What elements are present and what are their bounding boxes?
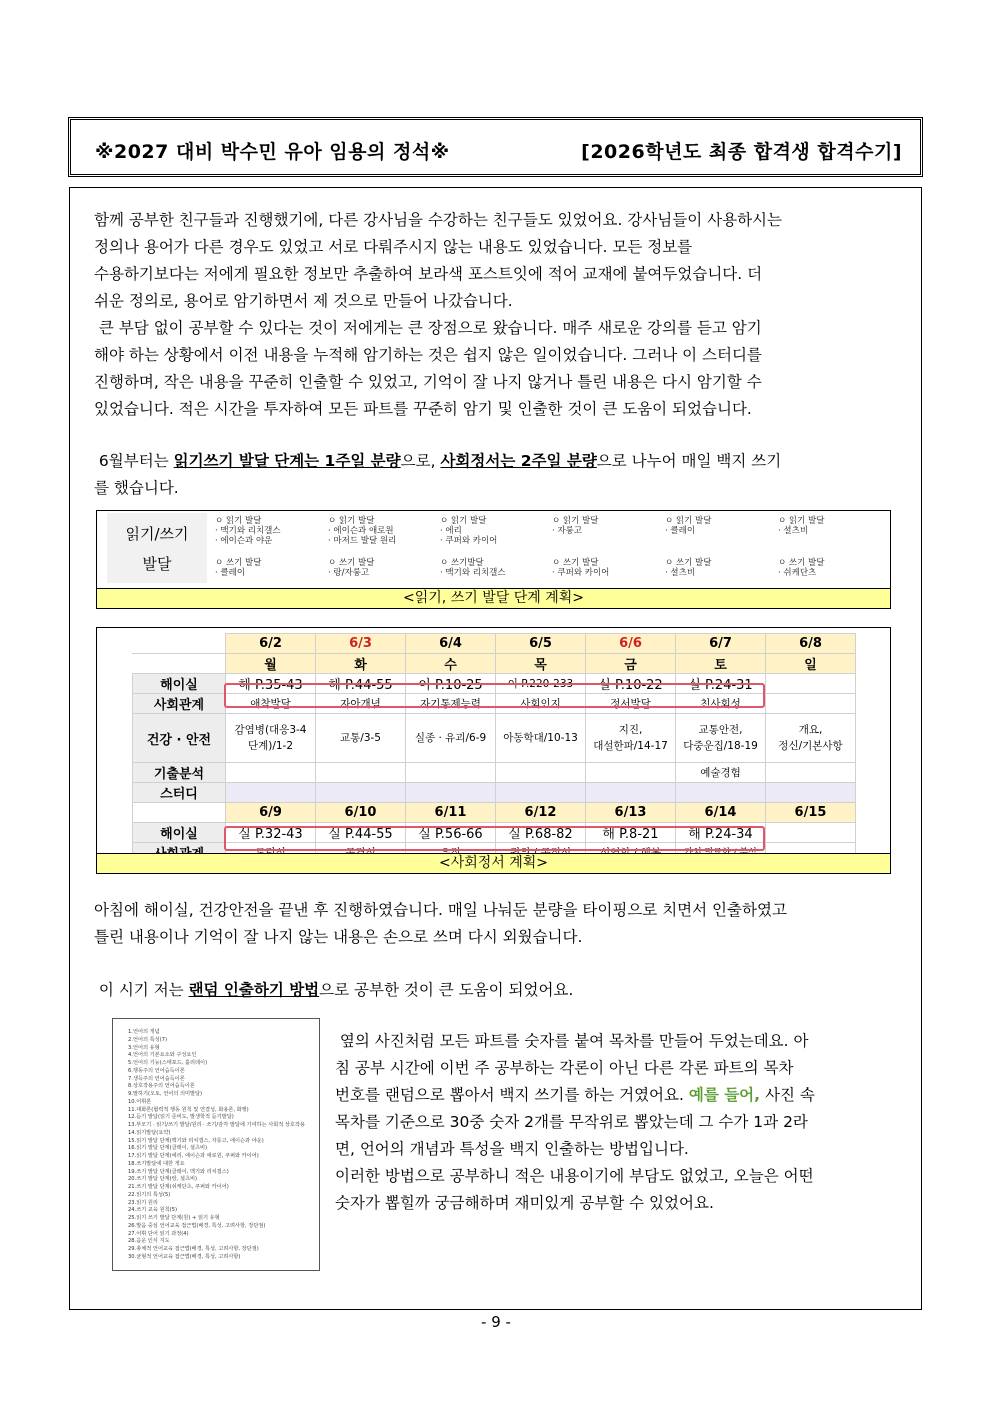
text-line: 쉬운 정의로, 용어로 암기하면서 제 것으로 만들어 나갔습니다.: [94, 292, 513, 310]
figure-caption: <읽기, 쓰기 발달 단계 계획>: [97, 588, 890, 608]
header-title: ※2027 대비 박수민 유아 임용의 정석※: [95, 141, 450, 163]
toc-item: 6.행동주의 언어습득이론: [128, 1067, 185, 1074]
text-line: 진행하며, 작은 내용을 꾸준히 인출할 수 있었고, 기억이 잘 나지 않거나 틀린 내용은 다시 암기할 수: [94, 373, 762, 391]
date-row: 6/2 6/3 6/4 6/5 6/6 6/7 6/8: [133, 634, 856, 654]
text-line: 이 시기 저는 랜덤 인출하기 방법으로 공부한 것이 큰 도움이 되었어요.: [94, 981, 574, 999]
text-line: 번호를 랜덤으로 뽑아서 백지 쓰기를 하는 거였어요. 예를 들어, 사진 속: [335, 1086, 815, 1104]
text-line: 수용하기보다는 저에게 필요한 정보만 추출하여 보라색 포스트잇에 적어 교재에 붙여두었습니다. 더: [94, 265, 763, 283]
social-emotional-schedule-figure: [96, 627, 891, 874]
toc-item: 26.발음 중심 언어교육 접근법(배경, 특성, 고려사항, 장단점): [128, 1222, 266, 1229]
highlight-box: [224, 683, 765, 708]
weekday-row: 월 화 수 목 금 토 일: [133, 654, 856, 674]
text-line: 해야 하는 상황에서 이전 내용을 누적해 암기하는 것은 쉽지 않은 일이었습니다. 그러나 이 스터디를: [94, 346, 762, 364]
toc-item: 2.언어의 특성(7): [128, 1036, 168, 1043]
text-line: 큰 부담 없이 공부할 수 있다는 것이 저에게는 큰 장점으로 왔습니다. 매주 새로운 강의를 듣고 암기: [94, 319, 762, 337]
haei-row: 해이실 해 P.35-43 해 P.44-55 이 P.10-25 이 P.220-233 실 P.10-22 실 P.24-31: [133, 674, 856, 694]
text-line: 이러한 방법으로 공부하니 적은 내용이기에 부담도 없었고, 오늘은 어떤: [335, 1167, 814, 1185]
reading-writing-plan-figure: [96, 510, 891, 609]
text-line: 숫자가 뽑힐까 궁금해하며 재미있게 공부할 수 있었어요.: [335, 1194, 714, 1212]
toc-item: 24.쓰기 교육 원칙(5): [128, 1207, 177, 1214]
text-line: 아침에 해이실, 건강안전을 끝낸 후 진행하였습니다. 매일 나눠둔 분량을 타이핑으로 치면서 인출하였고: [94, 901, 787, 919]
toc-item: 7.생득주의 언어습득이론: [128, 1075, 185, 1082]
header-box: [68, 117, 923, 177]
text-line: 목차를 기준으로 30중 숫자 2개를 무작위로 뽑았는데 그 수가 1과 2라: [335, 1113, 808, 1131]
plan-column: ㅇ 읽기 발달 · 자룽고 ㅇ 쓰기 발달 · 쿠퍼와 카이어: [552, 516, 610, 578]
plan-column: ㅇ 읽기 발달 · 에이슨과 애로원 · 마저드 발달 원리 ㅇ 쓰기 발달 · 랑/자룽고: [328, 516, 397, 578]
toc-item: 21.쓰기 발달 단계(쉬케단츠, 쿠퍼와 카이어): [128, 1184, 229, 1190]
health-row: 건강 · 안전 감염병(대응3-4 단계)/1-2 교통/3-5 실종 · 유괴/6-9 아동학대/10-13 지진, 대설한파/14-17 교통안전, 다중운집/18-19 개요, 정신/기본사항: [133, 714, 856, 763]
text-line: 옆의 사진처럼 모든 파트를 숫자를 붙여 목차를 만들어 두었는데요. 아: [335, 1032, 809, 1050]
table-of-contents-photo: [112, 1018, 320, 1271]
text-line: 를 했습니다.: [94, 479, 179, 497]
toc-item: 11.대화론(협력적 행동 원칙 및 연결성, 화용론, 화행): [128, 1106, 249, 1113]
toc-item: 29.총체적 언어교육 접근법(배경, 특성, 고려사항, 장단점): [128, 1246, 259, 1252]
toc-item: 19.쓰기 발달 단계(클레이, 맥기와 리치갤스): [128, 1168, 229, 1175]
toc-item: 27.어휘 단어 읽기 과정(4): [128, 1230, 189, 1237]
toc-item: 15.읽기 발달 단계(맥기와 리치갤스, 자룽고, 에이슨과 야운): [128, 1137, 264, 1144]
study-row: 스터디: [133, 783, 856, 803]
example-highlight: 예를 들어,: [688, 1086, 761, 1104]
text-line: 6월부터는 읽기쓰기 발달 단계는 1주일 분량으로, 사회정서는 2주일 분량으로 나누어 매일 백지 쓰기: [94, 452, 782, 470]
plan-row-label: 읽기/쓰기 발달: [107, 513, 207, 583]
toc-item: 18.쓰기발달에 대한 개요: [128, 1160, 185, 1167]
toc-item: 4.언어의 기본요소와 구성요인: [128, 1052, 197, 1059]
toc-item: 8.상호작용주의 언어습득이론: [128, 1083, 195, 1090]
paragraph-2: [94, 448, 894, 502]
emphasis-social-emotional: 사회정서는 2주일 분량: [440, 452, 597, 470]
text-line: 면, 언어의 개념과 특성을 백지 인출하는 방법입니다.: [335, 1140, 689, 1158]
text-line: 침 공부 시간에 이번 주 공부하는 각론이 아닌 다른 각론 파트의 목차: [335, 1059, 794, 1077]
emphasis-random-recall: 랜덤 인출하기 방법: [188, 981, 320, 999]
figure-caption: <사회정서 계획>: [97, 853, 890, 873]
toc-item: 30.균형적 언어교육 접근법(배경, 특성, 고려사항): [128, 1253, 241, 1260]
toc-item: 3.언어의 유형: [128, 1044, 160, 1051]
paragraph-3: [94, 897, 894, 951]
paragraph-5: [335, 1028, 890, 1217]
toc-item: 12.듣기 발달(읽기 준비도, 발생학적 듣기발달): [128, 1114, 234, 1121]
toc-item: 23.읽기 원리: [128, 1199, 158, 1206]
text-line: 틀린 내용이나 기억이 잘 나지 않는 내용은 손으로 쓰며 다시 외웠습니다.: [94, 928, 583, 946]
toc-item: 10.어휘론: [128, 1098, 152, 1105]
haei-row-week2: 해이실 실 P.32-43 실 P.44-55 실 P.56-66 실 P.68-82 해 P.8-21 해 P.24-34: [133, 823, 856, 843]
header-subtitle: [2026학년도 최종 합격생 합격수기]: [581, 141, 902, 163]
plan-column: ㅇ 읽기 발달 · 맥기와 리치갤스 · 에이슨과 야운 ㅇ 쓰기 발달 · 클레이: [215, 516, 281, 578]
highlight-box: [224, 826, 765, 851]
toc-item: 9.말하기(오토, 언어의 의미발달): [128, 1091, 203, 1097]
text-line: 함께 공부한 친구들과 진행했기에, 다른 강사님을 수강하는 친구들도 있었어요. 강사님들이 사용하시는: [94, 211, 782, 229]
text-line: 있었습니다. 적은 시간을 투자하여 모든 파트를 꾸준히 암기 및 인출한 것이 큰 도움이 되었습니다.: [94, 400, 752, 418]
toc-item: 28.음운 인식 지도: [128, 1238, 170, 1245]
text-line: 정의나 용어가 다른 경우도 있었고 서로 다뤄주시지 않는 내용도 있었습니다. 모든 정보를: [94, 238, 693, 256]
paragraph-1: [94, 207, 894, 423]
toc-item: 14.읽기발달(요약): [128, 1129, 171, 1136]
toc-item: 13.부모기 · 읽기/쓰기 발달/원리 · 쓰기/감각 발달에 기여하는 사회적 상호작용: [128, 1122, 305, 1128]
toc-item: 20.쓰기 발달 단계(랑, 셜츠비): [128, 1176, 198, 1183]
toc-item: 1.언어의 개념: [128, 1029, 160, 1035]
plan-column: ㅇ 읽기 발달 · 셜츠비 ㅇ 쓰기 발달 · 쉬케단츠: [778, 516, 825, 578]
plan-column: ㅇ 읽기 발달 · 에리 · 쿠퍼와 카이어 ㅇ 쓰기발달 · 맥기와 리치갤스: [440, 516, 506, 578]
toc-item: 16.읽기 발달 단계(클레이, 셜츠비): [128, 1145, 208, 1152]
toc-item: 22.읽기의 특성(5): [128, 1191, 171, 1198]
toc-item: 17.읽기 발달 단계(에리, 에이슨과 애로원, 쿠퍼와 카이어): [128, 1153, 259, 1159]
emphasis-reading-writing: 읽기쓰기 발달 단계는 1주일 분량: [173, 452, 401, 470]
exam-row: 기출분석 예술경험: [133, 763, 856, 783]
paragraph-4: [94, 977, 894, 1004]
page-number: - 9 -: [481, 1313, 511, 1331]
social-row: 사회관계 애착발달 자아개념 자기통제능력 사회인지 정서발달 친사회성: [133, 694, 856, 714]
plan-column: ㅇ 읽기 발달 · 클레이 ㅇ 쓰기 발달 · 셜츠비: [665, 516, 712, 578]
toc-item: 5.언어의 기능(스태포드, 홀리데이): [128, 1060, 208, 1066]
toc-item: 25.읽기 쓰기 발달 단계(원) + 읽기 유형: [128, 1215, 220, 1221]
date-row-week2: 6/9 6/10 6/11 6/12 6/13 6/14 6/15: [133, 803, 856, 823]
